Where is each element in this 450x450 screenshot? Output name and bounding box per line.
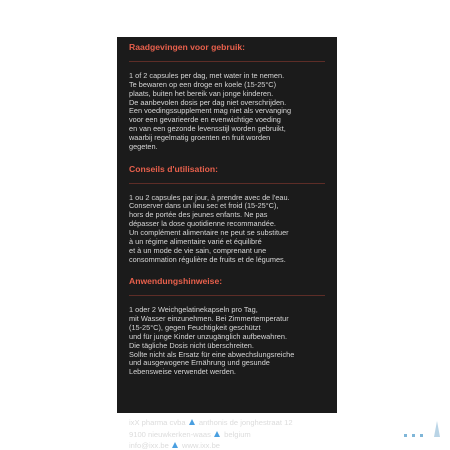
- body-line: et à un mode de vie sain, comprenant une: [129, 245, 267, 255]
- body-line: à un régime alimentaire varié et équilibré: [129, 236, 262, 246]
- body-line: waarbij regelmatig groenten en fruit worden: [129, 132, 271, 142]
- body-line: plaats, buiten het bereik van jonge kinderen.: [129, 88, 274, 98]
- body-line: und für junge Kinder unzugänglich aufbewahren.: [129, 331, 288, 341]
- body-line: (15-25°C), gegen Feuchtigkeit geschützt: [129, 323, 261, 333]
- body-line: De aanbevolen dosis per dag niet overschrijden.: [129, 97, 287, 107]
- address-line: [129, 429, 325, 441]
- body-line: Un complément alimentaire ne peut se substituer: [129, 227, 289, 237]
- body-line: mit Wasser einzunehmen. Bei Zimmertemperatur: [129, 314, 289, 324]
- heading-divider: [129, 295, 325, 296]
- website-address: www.ixx.be: [182, 441, 221, 450]
- body-line: Te bewaren op een droge en koele (15-25°C): [129, 79, 277, 89]
- body-line: und ausgewogene Ernährung und gesunde: [129, 358, 270, 368]
- section-body-german: [129, 306, 325, 377]
- heading-divider: [129, 61, 325, 62]
- country: belgium: [224, 429, 251, 439]
- email-address: info@ixx.be: [129, 441, 169, 450]
- section-heading-dutch: Raadgevingen voor gebruik:: [129, 42, 246, 52]
- body-line: 1 ou 2 capsules par jour, à prendre avec de l'eau.: [129, 192, 290, 202]
- company-name: ixX pharma cvba: [129, 418, 186, 428]
- body-line: Sollte nicht als Ersatz für eine abwechslungsreiche: [129, 349, 295, 359]
- address-line: [129, 440, 325, 450]
- body-line: 1 of 2 capsules per dag, met water in te nemen.: [129, 71, 285, 80]
- blue-triangle-icon: [189, 419, 195, 425]
- label-panel: [117, 37, 337, 450]
- body-line: Lebensweise verwendet werden.: [129, 367, 236, 377]
- section-heading-french: Conseils d'utilisation:: [129, 163, 218, 174]
- body-line: voor een gevarieerde en evenwichtige voeding: [129, 115, 281, 125]
- blue-triangle-icon: [172, 442, 178, 448]
- section-heading-german: Anwendungshinweise:: [129, 276, 223, 287]
- section-gap: [129, 377, 325, 417]
- section-gap: [129, 152, 325, 164]
- section-body-french: [129, 194, 325, 265]
- street-address: anthonis de jonghestraat 12: [198, 418, 293, 428]
- blue-triangle-icon: [214, 431, 220, 437]
- section-body-dutch: [129, 72, 325, 152]
- section-french: [129, 164, 325, 265]
- section-gap: [129, 264, 325, 276]
- brand-mark-icon: [396, 418, 446, 440]
- heading-divider: [129, 183, 325, 184]
- body-line: Een voedingssupplement mag niet als vervanging: [129, 106, 292, 116]
- section-dutch: [129, 42, 325, 152]
- body-line: Die tägliche Dosis nicht überschreiten.: [129, 340, 254, 350]
- body-line: hors de portée des jeunes enfants. Ne pas: [129, 210, 268, 220]
- body-line: Conserver dans un lieu sec et froid (15-25°C),: [129, 201, 279, 211]
- postal-city: 9100 nieuwkerken-waas: [129, 429, 211, 439]
- address-line: [129, 417, 325, 429]
- company-address: [129, 417, 325, 450]
- body-line: 1 oder 2 Weichgelatinekapseln pro Tag,: [129, 305, 258, 315]
- body-line: en van een gezonde levensstijl worden gebruikt,: [129, 124, 286, 134]
- body-line: consommation régulière de fruits et de légumes.: [129, 254, 286, 264]
- section-german: [129, 276, 325, 377]
- body-line: gegeten.: [129, 141, 158, 151]
- body-line: dépasser la dose quotidienne recommandée.: [129, 219, 276, 229]
